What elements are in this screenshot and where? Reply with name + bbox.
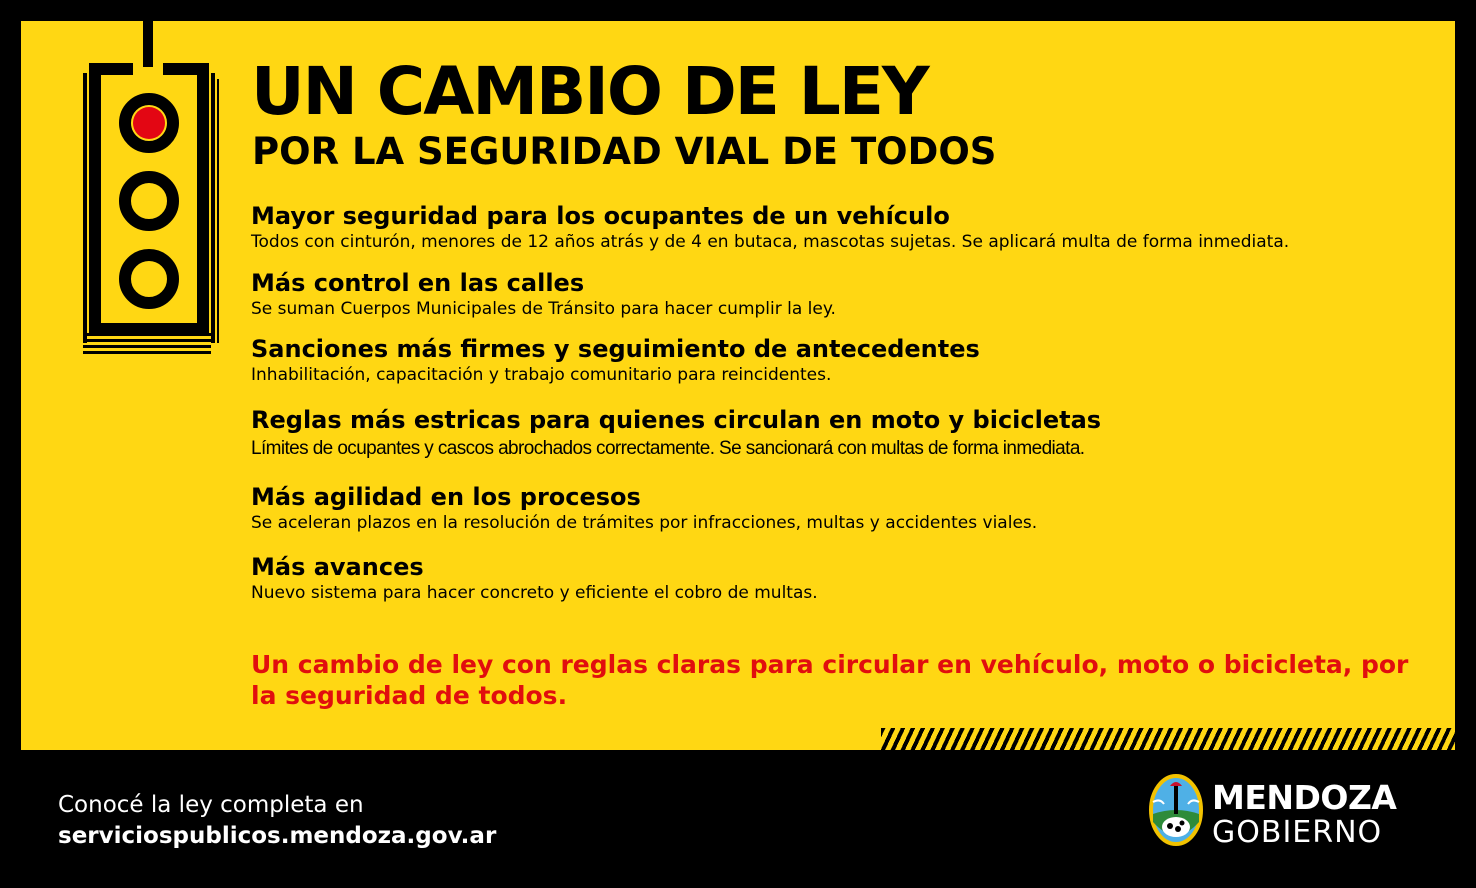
footer <box>58 790 496 852</box>
hatch-stripes <box>881 728 1455 750</box>
closing-statement: Un cambio de ley con reglas claras para circular en vehículo, moto o bicicleta, por la seguridad de todos. <box>251 650 1409 710</box>
item-street-control <box>251 268 836 320</box>
traffic-light-icon <box>79 21 219 361</box>
logo-wordmark <box>1212 780 1396 850</box>
mendoza-coat-of-arms-icon <box>1148 772 1204 848</box>
main-title: UN CAMBIO DE LEY <box>251 53 928 130</box>
item-heading: Más avances <box>251 553 424 581</box>
item-heading: Más agilidad en los procesos <box>251 483 641 511</box>
item-moto-bicycle-rules <box>251 405 1101 460</box>
item-heading: Reglas más estricas para quienes circulan en moto y bicicletas <box>251 406 1102 434</box>
item-description: Límites de ocupantes y cascos abrochados correctamente. Se sancionará con multas de forma inmediata. <box>251 438 1085 459</box>
item-sanctions <box>251 334 980 386</box>
item-heading: Mayor seguridad para los ocupantes de un vehículo <box>251 202 950 230</box>
item-heading: Sanciones más firmes y seguimiento de antecedentes <box>251 335 980 363</box>
mendoza-gobierno-logo <box>1148 772 1397 853</box>
item-heading: Más control en las calles <box>251 269 585 297</box>
item-description: Se suman Cuerpos Municipales de Tránsito para hacer cumplir la ley. <box>251 299 836 319</box>
yellow-panel <box>21 21 1455 750</box>
logo-line-2: GOBIERNO <box>1212 815 1383 850</box>
subtitle: POR LA SEGURIDAD VIAL DE TODOS <box>252 130 997 173</box>
item-description: Se aceleran plazos en la resolución de trámites por infracciones, multas y accidentes viales. <box>251 513 1038 533</box>
item-more-advances <box>251 552 818 604</box>
item-description: Nuevo sistema para hacer concreto y eficiente el cobro de multas. <box>251 583 818 603</box>
footer-intro: Conocé la ley completa en <box>58 792 364 818</box>
footer-link[interactable]: serviciospublicos.mendoza.gov.ar <box>58 823 497 849</box>
item-vehicle-safety <box>251 201 1289 253</box>
item-description: Todos con cinturón, menores de 12 años atrás y de 4 en butaca, mascotas sujetas. Se aplicará multa de forma inmediata. <box>251 232 1290 252</box>
item-description: Inhabilitación, capacitación y trabajo comunitario para reincidentes. <box>251 365 832 385</box>
item-process-agility <box>251 482 1037 534</box>
logo-line-1: MENDOZA <box>1212 778 1397 817</box>
